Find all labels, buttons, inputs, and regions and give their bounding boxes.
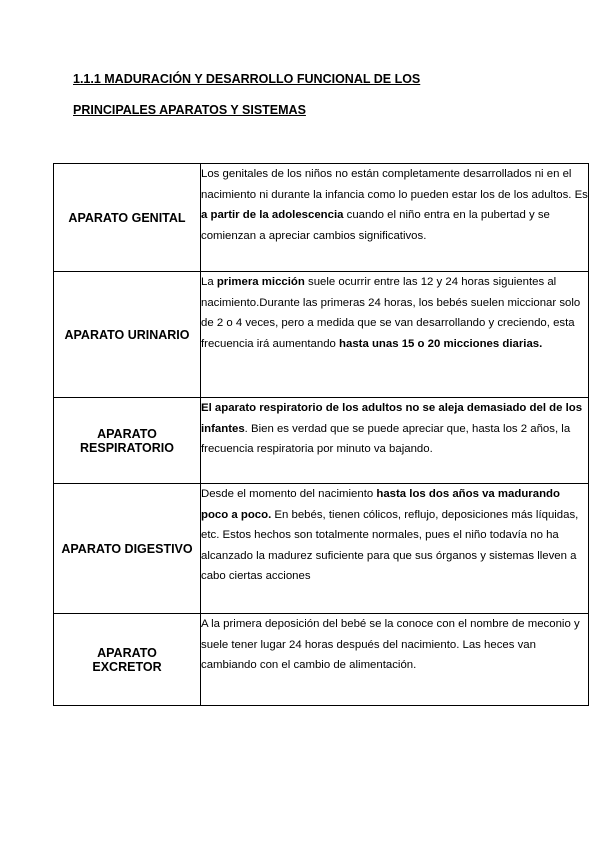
desc-bold-text: primera micción — [216, 276, 305, 288]
table-row — [54, 398, 589, 484]
row-label-text: APARATO — [97, 426, 157, 441]
desc-bold-text: El aparato respiratorio de los adultos no se aleja demasiado del de los infantes — [201, 402, 583, 435]
row-description-genital — [201, 164, 589, 272]
desc-bold-text: hasta los dos años va madurando poco a poco. — [201, 488, 560, 521]
desc-bold-text: hasta unas 15 o 20 micciones diarias. — [339, 337, 543, 350]
row-label-urinario — [54, 272, 201, 398]
desc-text: A la primera deposición del bebé se la conoce con el nombre de meconio y suele tener lugar 24 horas después del nacimiento. Las heces van cambiando con el cambio de alimentación. — [201, 618, 580, 671]
desc-text: cuando el niño entra en la pubertad y se comienzan a apreciar cambios significativos. — [201, 209, 550, 242]
systems-table — [53, 163, 589, 706]
table-row — [54, 614, 589, 706]
desc-text: Los genitales de los niños no están completamente desarrollados ni en el nacimiento ni durante la infancia como lo pueden estar los de los adultos. Es — [201, 168, 588, 201]
row-label-genital — [54, 164, 201, 272]
row-label-text: APARATO — [97, 645, 157, 660]
row-description-digestivo — [201, 484, 589, 614]
desc-text: La — [201, 276, 217, 288]
section-heading-line-2: PRINCIPALES APARATOS Y SISTEMAS — [73, 103, 306, 117]
table-row — [54, 272, 589, 398]
desc-text: suele ocurrir entre las 12 y 24 horas siguientes al nacimiento.Durante las primeras 24 horas, los bebés suelen miccionar solo de 2 o 4 veces, pero a medida que se van desarrollando y creciendo, esta frecuencia irá aumentando — [201, 276, 581, 350]
row-description-urinario — [201, 272, 589, 398]
row-label-text: APARATO GENITAL — [68, 210, 186, 225]
desc-text: Desde el momento del nacimiento — [201, 488, 377, 500]
desc-text: . Bien es verdad que se puede apreciar que, hasta los 2 años, la frecuencia respiratoria por minuto va bajando. — [201, 422, 571, 455]
row-label-text: APARATO URINARIO — [64, 327, 190, 342]
row-description-excretor — [201, 614, 589, 706]
row-label-excretor — [54, 614, 201, 706]
row-label-text: APARATO DIGESTIVO — [61, 541, 193, 556]
row-label-text: RESPIRATORIO — [80, 440, 174, 455]
row-description-respiratorio — [201, 398, 589, 484]
row-label-respiratorio — [54, 398, 201, 484]
row-label-text: EXCRETOR — [92, 659, 162, 674]
table-row — [54, 164, 589, 272]
row-label-digestivo — [54, 484, 201, 614]
desc-text: En bebés, tienen cólicos, reflujo, deposiciones más líquidas, etc. Estos hechos son totalmente normales, pues el niño todavía no ha alcanzado la madurez suficiente para que sus órganos y sistemas lleven a cabo ciertas acciones — [201, 508, 579, 582]
desc-bold-text: a partir de la adolescencia — [201, 209, 344, 221]
section-heading-line-1: 1.1.1 MADURACIÓN Y DESARROLLO FUNCIONAL DE LOS — [73, 72, 421, 86]
table-row — [54, 484, 589, 614]
